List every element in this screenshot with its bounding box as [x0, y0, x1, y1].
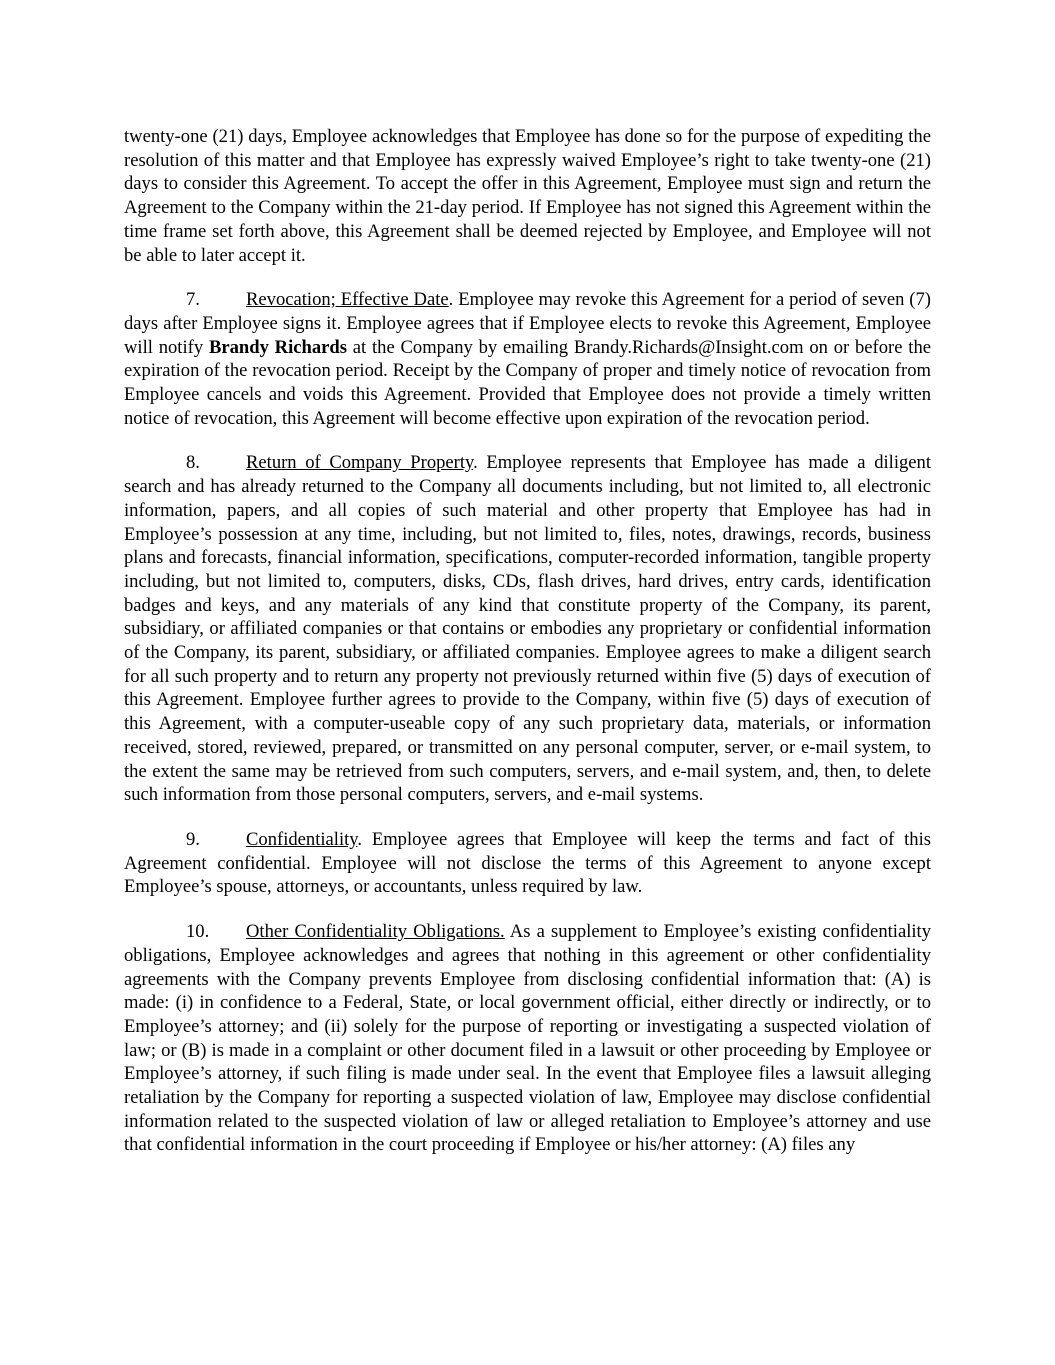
section-text: Employee agrees that Employee will keep the terms and fact of this Agreement confidential. Employee will not disclose the terms of this Agreement to anyone except Employee’s spouse, attorneys, or accountants, unless required by law. — [124, 828, 931, 898]
section-title-punct: . — [473, 452, 478, 474]
section-text: As a supplement to Employee’s existing confidentiality obligations, Employee acknowledges and agrees that nothing in this agreement or other confidentiality agreements with the Company prevents Employee from disclosing confidential information that: (A) is made: (i) in confidence to a Federal, State, or local government official, either directly or indirectly, or to Employee’s attorney; and (ii) solely for the purpose of reporting or investigating a suspected violation of law; or (B) is made in a complaint or other document filed in a lawsuit or other proceeding by Employee or Employee’s attorney, if such filing is made under seal. In the event that Employee files a lawsuit alleging retaliation by the Company for reporting a suspected violation of law, Employee may disclose confidential information related to the suspected violation of law or alleged retaliation to Employee’s attorney and use that confidential information in the court proceeding if Employee or his/her attorney: (A) files any — [124, 921, 931, 1156]
section-title-punct: . — [448, 289, 454, 311]
section-number: 9. — [186, 828, 200, 850]
section-text: Employee represents that Employee has made a diligent search and has already returned to the Company all documents including, but not limited to, all electronic information, papers, and all copies of such material and other property that Employee has had in Employee’s possession at any time, including, but not limited to, files, notes, drawings, records, business plans and forecasts, financial information, specifications, computer-recorded information, tangible property including, but not limited to, computers, disks, CDs, flash drives, hard drives, entry cards, identification badges and keys, and any materials of any kind that constitute property of the Company, its parent, subsidiary, or affiliated companies or that contains or embodies any proprietary or confidential information of the Company, its parent, subsidiary, or affiliated companies. Employee agrees to make a diligent search for all such property and to return any property not previously returned within five (5) days of execution of this Agreement. Employee further agrees to provide to the Company, within five (5) days of execution of this Agreement, with a computer-useable copy of any such proprietary data, materials, or information received, stored, reviewed, prepared, or transmitted on any personal computer, server, or e-mail system, to the extent the same may be retrieved from such computers, servers, and e-mail system, and, then, to delete such information from those personal computers, servers, and e-mail systems. — [124, 452, 932, 806]
section-9-confidentiality — [124, 828, 931, 899]
document-page — [124, 125, 931, 1157]
section-8-return-of-property — [124, 451, 931, 807]
section-title: Revocation; Effective Date — [246, 289, 449, 311]
section-number: 7. — [186, 289, 200, 311]
section-title: Return of Company Property — [246, 452, 474, 474]
contact-name: Brandy Richards — [208, 336, 347, 358]
section-title-punct: . — [357, 828, 363, 850]
section-7-revocation — [124, 288, 931, 430]
section-text: Employee may revoke this Agreement for a period of seven (7) days after Employee signs it. Employee agrees that if Employee elects to revoke this Agreement, Employee will notify — [124, 289, 931, 358]
section-text: at the Company by emailing Brandy.Richards@Insight.com on or before the expiration of the revocation period. Receipt by the Company of proper and timely notice of revocation from Employee cancels and voids this Agreement. Provided that Employee does not provide a timely written notice of revocation, this Agreement will become effective upon expiration of the revocation period. — [124, 336, 931, 429]
section-10-other-confidentiality — [124, 920, 931, 1157]
intro-paragraph: twenty-one (21) days, Employee acknowledges that Employee has done so for the purpose of expediting the resolution of this matter and that Employee has expressly waived Employee’s right to take twenty-one (21) days to consider this Agreement. To accept the offer in this Agreement, Employee must sign and return the Agreement to the Company within the 21-day period. If Employee has not signed this Agreement within the time frame set forth above, this Agreement shall be deemed rejected by Employee, and Employee will not be able to later accept it. — [124, 126, 931, 266]
section-title: Confidentiality — [246, 828, 358, 850]
section-number: 10. — [186, 921, 210, 943]
section-title: Other Confidentiality Obligations. — [246, 921, 505, 943]
section-number: 8. — [186, 452, 200, 474]
